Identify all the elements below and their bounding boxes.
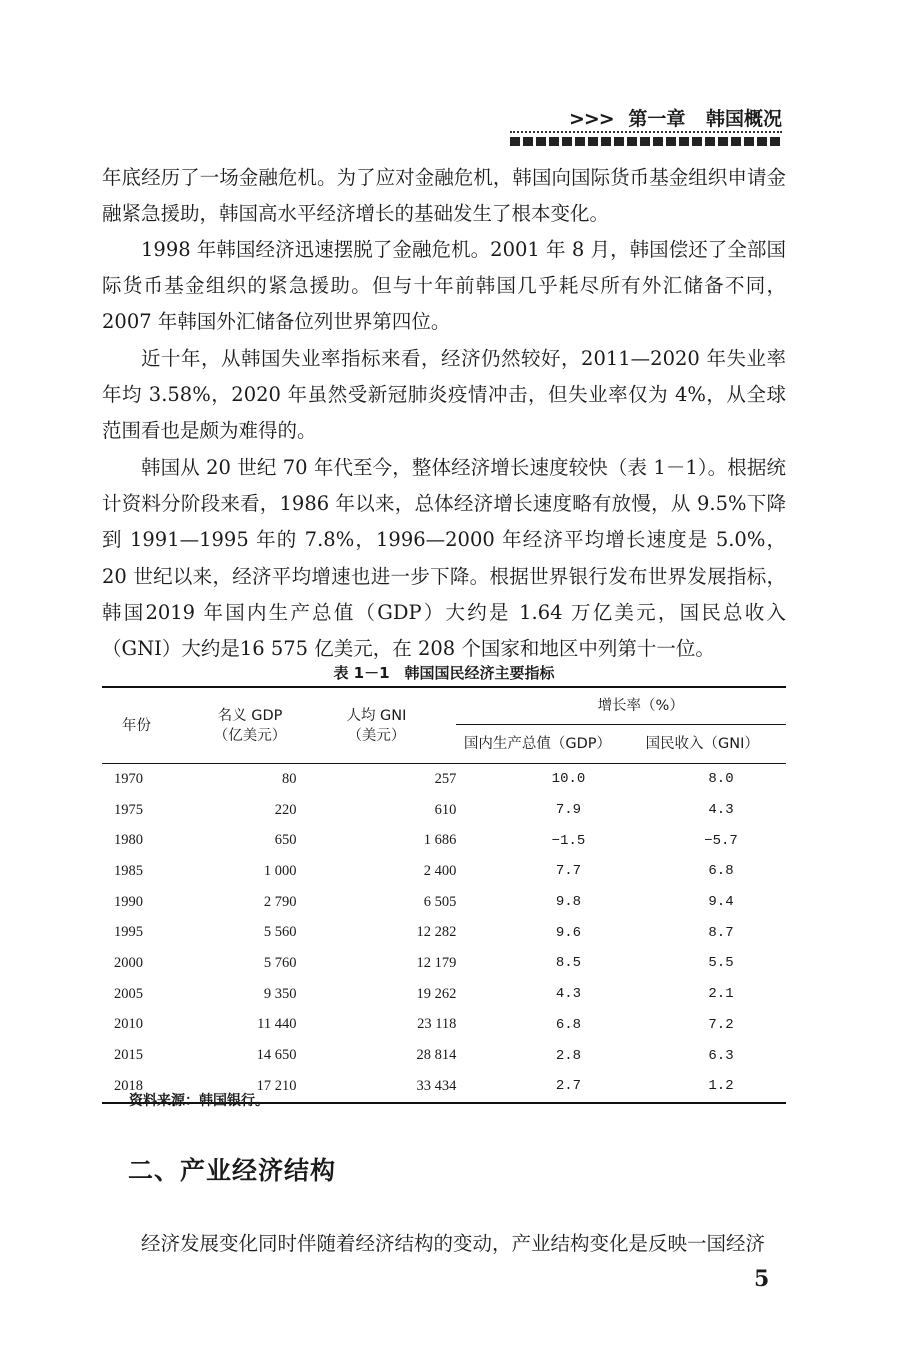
cell-year: 1985 xyxy=(114,862,143,879)
cell-gdp: 220 xyxy=(274,801,297,818)
header-gdp-line1: 名义 GDP xyxy=(217,707,283,724)
cell-gni: 12 179 xyxy=(416,954,457,971)
cell-gdp-growth: 7.9 xyxy=(555,802,582,819)
cell-gni-growth: 8.0 xyxy=(708,771,734,788)
header-block-rule xyxy=(510,137,782,146)
table-row xyxy=(102,795,786,826)
header-gni xyxy=(296,687,456,764)
cell-gni-growth: 5.5 xyxy=(708,955,734,972)
cell-gni: 257 xyxy=(434,770,457,787)
cell-gdp: 5 560 xyxy=(263,924,297,941)
cell-year: 2010 xyxy=(114,1016,143,1033)
header-year: 年份 xyxy=(102,687,204,764)
cell-year: 2015 xyxy=(114,1047,143,1064)
cell-gdp: 1 000 xyxy=(263,862,297,879)
cell-gni-growth: 2.1 xyxy=(708,986,734,1003)
paragraph-1: 年底经历了一场金融危机。为了应对金融危机，韩国向国际货币基金组织申请金融紧急援助，韩国高水平经济增长的基础发生了根本变化。 xyxy=(102,166,786,226)
cell-gni: 2 400 xyxy=(423,862,457,879)
cell-gni: 23 118 xyxy=(417,1016,457,1033)
table-row xyxy=(102,856,786,887)
cell-gni-growth: 7.2 xyxy=(708,1016,734,1033)
page-number: 5 xyxy=(754,1266,770,1292)
cell-gni: 610 xyxy=(434,801,457,818)
table-row xyxy=(102,979,786,1010)
cell-gni: 33 434 xyxy=(416,1077,457,1094)
table-row xyxy=(102,825,786,856)
header-growth-gdp: 国内生产总值（GDP） xyxy=(456,725,618,764)
cell-gni-growth: 8.7 xyxy=(708,924,734,941)
chapter-label: 第一章 xyxy=(628,108,686,130)
cell-gdp-growth: 8.5 xyxy=(555,955,582,972)
cell-gdp: 650 xyxy=(274,832,297,849)
cell-gni: 19 262 xyxy=(416,985,457,1002)
header-line xyxy=(569,104,782,131)
cell-gdp-growth: 6.8 xyxy=(555,1016,582,1033)
cell-gdp: 80 xyxy=(281,770,297,787)
cell-gdp-growth: 2.7 xyxy=(555,1078,582,1095)
table-row xyxy=(102,887,786,918)
cell-gni-growth: 4.3 xyxy=(708,802,734,819)
section-heading: 二、产业经济结构 xyxy=(128,1156,337,1185)
cell-gdp: 5 760 xyxy=(263,954,297,971)
cell-year: 1995 xyxy=(114,924,143,941)
table-title: 表 1－1 韩国国民经济主要指标 xyxy=(333,664,555,682)
table-source: 资料来源：韩国银行。 xyxy=(129,1093,269,1109)
cell-gni-growth: 6.3 xyxy=(708,1047,734,1064)
table-row xyxy=(102,917,786,948)
cell-year: 1975 xyxy=(114,801,143,818)
header-growth: 增长率（%） xyxy=(456,687,786,725)
cell-gdp-growth: 7.7 xyxy=(555,863,582,880)
chapter-title: 韩国概况 xyxy=(705,108,782,130)
header-gdp xyxy=(204,687,297,764)
table-row xyxy=(102,948,786,979)
cell-gdp-growth: 2.8 xyxy=(555,1047,582,1064)
header-growth-gni: 国民收入（GNI） xyxy=(618,725,786,764)
cell-gni: 12 282 xyxy=(416,924,457,941)
table-row xyxy=(102,1040,786,1071)
cell-gdp-growth: −1.5 xyxy=(551,832,586,849)
paragraph-3: 近十年，从韩国失业率指标来看，经济仍然较好，2011—2020 年失业率年均 3.58%，2020 年虽然受新冠肺炎疫情冲击，但失业率仅为 4%，从全球范围看也是颇为难得的。 xyxy=(102,347,786,443)
cell-gdp: 2 790 xyxy=(263,893,297,910)
cell-gni-growth: 6.8 xyxy=(708,863,734,880)
cell-year: 2005 xyxy=(114,985,143,1002)
table-row xyxy=(102,1010,786,1041)
cell-year: 1990 xyxy=(114,893,143,910)
cell-gdp-growth: 4.3 xyxy=(555,986,582,1003)
cell-year: 2000 xyxy=(114,954,143,971)
cell-year: 2018 xyxy=(102,1071,204,1103)
cell-year: 1980 xyxy=(114,832,143,849)
header-gni-line2: （美元） xyxy=(347,727,406,744)
cell-gdp-growth: 9.8 xyxy=(555,894,582,911)
cell-gni: 6 505 xyxy=(423,893,457,910)
cell-year: 1970 xyxy=(114,770,143,787)
cell-gdp: 17 210 xyxy=(256,1077,297,1094)
cell-gdp: 14 650 xyxy=(256,1047,297,1064)
header-gni-line1: 人均 GNI xyxy=(346,707,407,724)
cell-gni: 28 814 xyxy=(416,1047,457,1064)
cell-gni-growth: 9.4 xyxy=(708,894,734,911)
table-row xyxy=(102,764,786,795)
header-dotted-rule xyxy=(510,131,782,133)
cell-gdp: 9 350 xyxy=(263,985,297,1002)
cell-gni: 1 686 xyxy=(423,832,457,849)
paragraph-2: 1998 年韩国经济迅速摆脱了金融危机。2001 年 8 月，韩国偿还了全部国际货币基金组织的紧急援助。但与十年前韩国几乎耗尽所有外汇储备不同，2007 年韩国外汇储备位列世界第四位。 xyxy=(102,238,786,334)
cell-gdp: 11 440 xyxy=(257,1016,297,1033)
cell-gni-growth: −5.7 xyxy=(704,832,738,849)
cell-gdp-growth: 9.6 xyxy=(555,924,582,941)
cell-gni-growth: 1.2 xyxy=(708,1078,734,1095)
cell-gdp-growth: 10.0 xyxy=(551,771,586,788)
running-header xyxy=(510,104,782,144)
header-arrows: >>> xyxy=(568,108,614,130)
indicator-table xyxy=(102,686,786,1104)
header-gdp-line2: （亿美元） xyxy=(213,727,287,744)
paragraph-5: 经济发展变化同时伴随着经济结构的变动，产业结构变化是反映一国经济 xyxy=(141,1232,766,1255)
paragraph-4: 韩国从 20 世纪 70 年代至今，整体经济增长速度较快（表 1－1）。根据统计资料分阶段来看，1986 年以来，总体经济增长速度略有放慢，从 9.5%下降到 1991—1995 年的 7.8%，1996—2000 年经济平均增长速度是 5.0%，20 世纪以来，经济平均增速也进一步下降。根据世界银行发布世界发展指标，韩国2019 年国内生产总值（GDP）大约是 1.64 万亿美元，国民总收入（GNI）大约是16 575 亿美元，在 208 个国家和地区中列第十一位。 xyxy=(102,456,786,661)
